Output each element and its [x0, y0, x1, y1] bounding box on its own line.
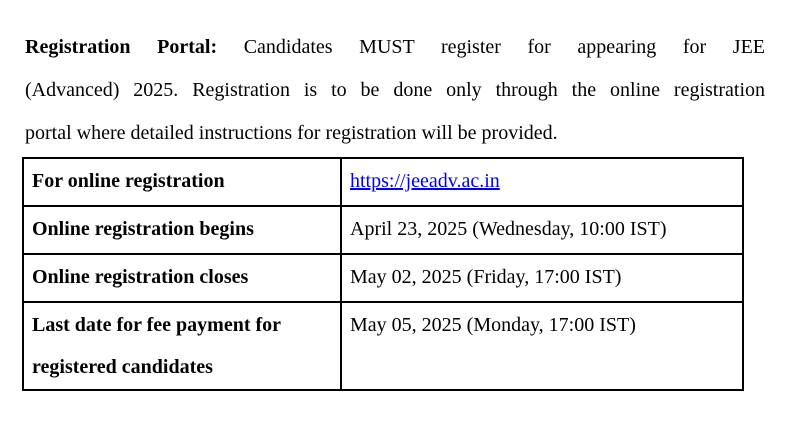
table-row-online-registration: [23, 158, 743, 206]
table-row-registration-closes: [23, 254, 743, 302]
row-value-registration-begins: April 23, 2025 (Wednesday, 10:00 IST): [341, 206, 743, 254]
paragraph-line-1: [25, 26, 765, 69]
registration-schedule-table: [22, 157, 744, 391]
row-value-fee-payment-deadline: May 05, 2025 (Monday, 17:00 IST): [341, 302, 743, 390]
row-value-portal-url-cell: [341, 158, 743, 206]
row-value-registration-closes: May 02, 2025 (Friday, 17:00 IST): [341, 254, 743, 302]
row-label-registration-closes: Online registration closes: [23, 254, 341, 302]
paragraph-line-2: (Advanced) 2025. Registration is to be done only through the online registration: [25, 79, 765, 101]
row-label-fee-payment-deadline: Last date for fee payment for registered candidates: [23, 302, 341, 390]
registration-portal-link[interactable]: https://jeeadv.ac.in: [350, 170, 500, 192]
paragraph-line-3: portal where detailed instructions for registration will be provided.: [25, 122, 558, 144]
table-row-fee-payment-deadline: [23, 302, 743, 390]
paragraph-line-1-text: Candidates MUST register for appearing for JEE: [243, 36, 766, 58]
row-label-for-online-registration: For online registration: [23, 158, 341, 206]
row-label-registration-begins: Online registration begins: [23, 206, 341, 254]
intro-paragraph: [25, 26, 765, 155]
paragraph-bold-label: Registration Portal:: [25, 36, 218, 58]
table-row-registration-begins: [23, 206, 743, 254]
